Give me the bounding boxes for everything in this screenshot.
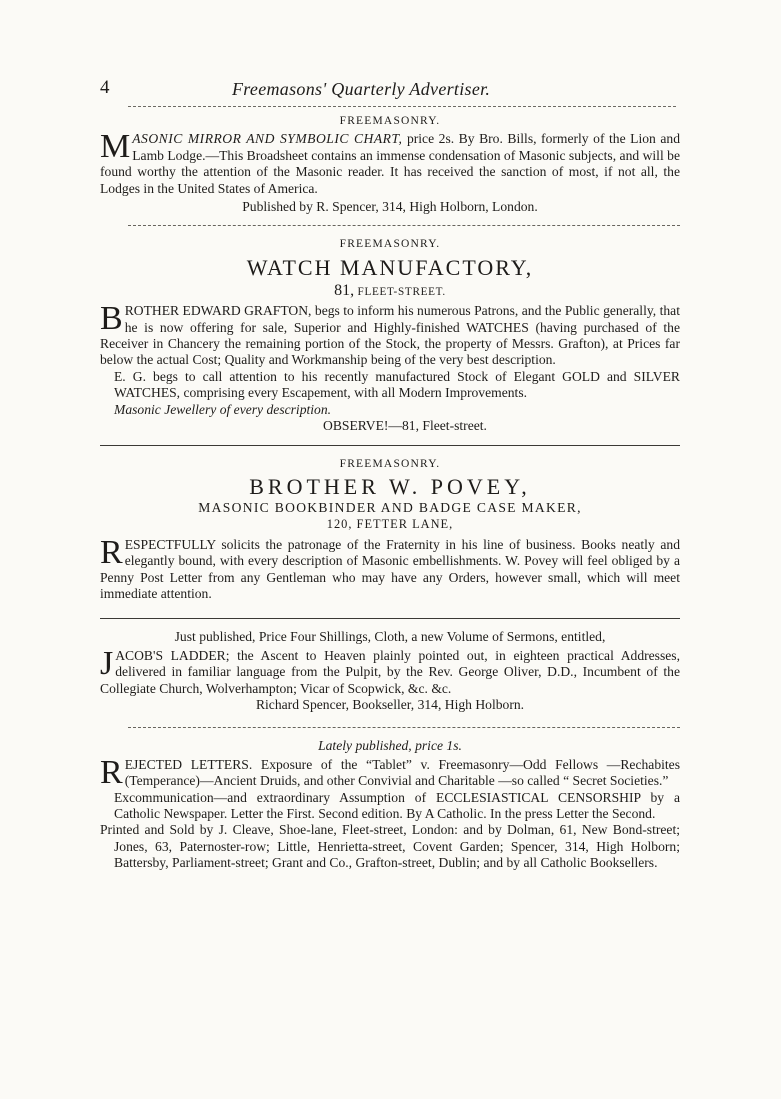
ad2-address-number: 81, [334,281,355,299]
divider-4 [128,727,680,728]
header-rule [128,106,676,107]
ad-masonic-mirror [100,113,680,215]
ad3-drop-letter: R [100,533,123,571]
ad5-para1 [100,753,680,791]
ad2-para2: E. G. begs to call attention to his recently manufactured Stock of Elegant GOLD and SILVER WATCHES, comprising every Escapement, with all Modern Improvements. [114,368,680,401]
ad2-para3: Masonic Jewellery of every description. [114,401,332,417]
ad4-body-text: ACOB'S LADDER; the Ascent to Heaven plainly pointed out, in eighteen practical Addresses, delivered in familiar language from the Pulpit, by the Rev. George Oliver, D.D., Incumbent of the Collegiate Church, Wolverhampton; Vicar of Scopwick, &c. &c. [100,647,680,696]
ad1-body [100,128,681,197]
ad-bookbinder [100,456,680,603]
page-number: 4 [100,77,110,98]
ad5-intro: Lately published, price 1s. [318,738,462,754]
ad3-subtitle: MASONIC BOOKBINDER AND BADGE CASE MAKER, [198,499,582,515]
ad3-body [100,533,680,603]
ad2-para1 [100,300,680,369]
ad5-para3: Printed and Sold by J. Cleave, Shoe-lane, Fleet-street, London: and by Dolman, 61, New Bond-street; Jones, 63, Paternoster-row; Little, Henrietta-street, Covent Garden; Spencer, 314, High Holborn; Battersby, Parliament-street; Grant and Co., Grafton-street, Dublin; and by all Catholic Booksellers. [100,822,680,871]
ad2-address-street: FLEET-STREET. [357,285,446,298]
ad4-drop-letter: J [100,644,114,682]
page [100,78,680,872]
ad4-publisher: Richard Spencer, Bookseller, 314, High Holborn. [255,696,525,712]
ad2-para1-text: ROTHER EDWARD GRAFTON, begs to inform his numerous Patrons, and the Public generally, that he is now offering for sale, Superior and Highly-finished WATCHES (having purchased of the Receiver in Chancery the remaining portion of the Stock, the property of Messrs. Grafton), at Prices far below the actual Cost; Quality and Workmanship being of the very best description. [100,303,680,368]
ad5-para1-text: EJECTED LETTERS. Exposure of the “Tablet” v. Freemasonry—Odd Fellows —Rechabites (Temperance)—Ancient Druids, and other Convivial and Charitable —so called “ Secret Societies.” [124,756,680,789]
ad-rejected-letters [100,738,680,871]
ad3-kicker: FREEMASONRY. [339,457,441,470]
ad3-body-text: ESPECTFULLY solicits the patronage of the Fraternity in his line of business. Books neatly and elegantly bound, with every description of Masonic embellishments. W. Povey will feel obliged by a Penny Post Letter from any Gentleman who may have any Orders, however small, which will meet immediate attention. [100,536,680,601]
divider-2 [100,445,680,446]
divider-3 [100,618,680,619]
divider-1 [128,225,680,226]
ad-watch-manufactory [100,236,680,434]
ad3-title: BROTHER W. POVEY, [249,473,531,499]
ad1-title: ASONIC MIRROR AND SYMBOLIC CHART, [132,131,403,147]
ad5-para2: Excommunication—and extraordinary Assumption of ECCLESIASTICAL CENSORSHIP by a Catholic Newspaper. Letter the First. Second edition. By A Catholic. In the press Letter the Second. [114,789,680,821]
running-title: Freemasons' Quarterly Advertiser. [232,79,491,99]
ad4-body [100,644,680,697]
ad2-kicker: FREEMASONRY. [339,238,441,251]
ad1-text: price 2s. By Bro. Bills, formerly of the Lion and Lamb Lodge.—This Broadsheet contains an immense condensation of Masonic subjects, and will be found worthy the attention of the Masonic reader. It has received the sanction of most, if not all, the Lodges in the United States of America. [100,131,681,196]
ad2-drop-letter: B [100,300,123,338]
ad2-address [100,283,680,300]
ad2-title: WATCH MANUFACTORY, [246,254,534,280]
ad1-kicker: FREEMASONRY. [339,115,441,127]
ad1-published: Published by R. Spencer, 314, High Holborn, London. [242,199,538,215]
ad4-intro: Just published, Price Four Shillings, Cloth, a new Volume of Sermons, entitled, [174,629,606,645]
ad5-drop-letter: R [100,753,123,791]
ad2-observe: OBSERVE!—81, Fleet-street. [323,418,487,434]
ad1-drop-letter: M [100,128,131,166]
running-head [100,78,680,104]
ad-jacobs-ladder [100,629,680,713]
ad3-address: 120, FETTER LANE, [326,517,454,532]
